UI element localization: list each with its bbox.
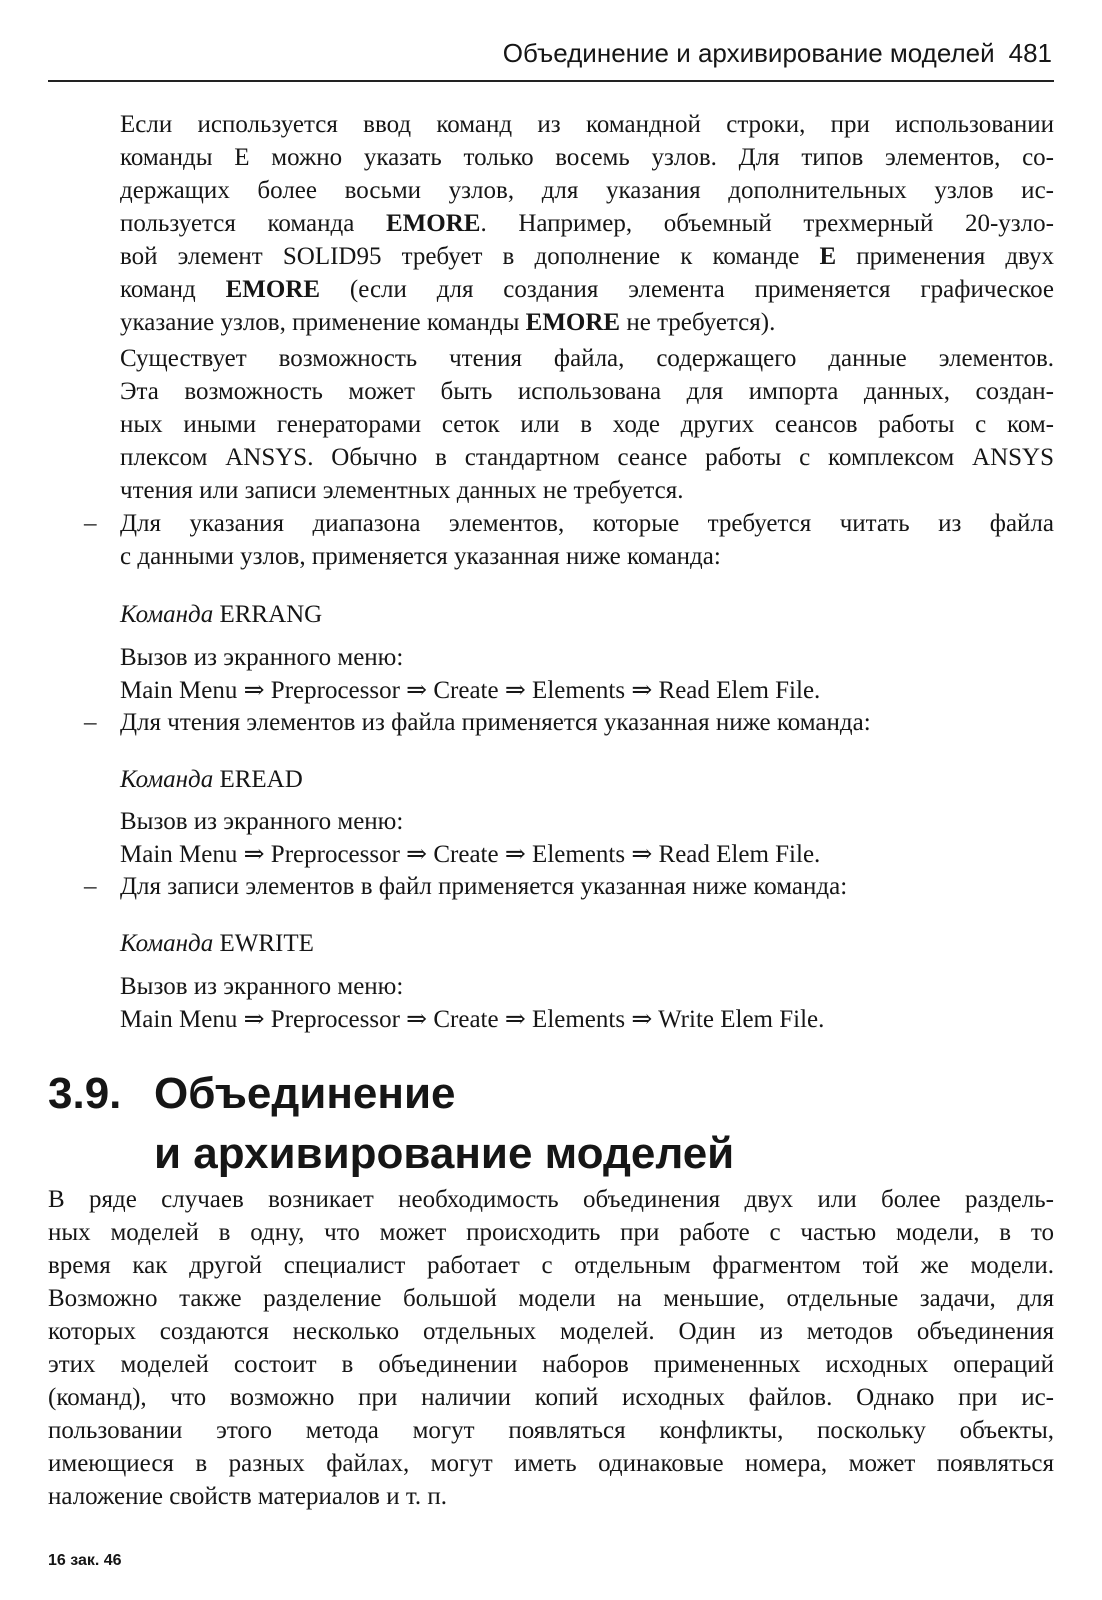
text-line: с данными узлов, применяется указанная ниже команда: <box>120 543 721 570</box>
header-rule <box>48 80 1054 82</box>
paragraph-read-file <box>120 342 1054 507</box>
text-line: Эта возможность может быть использована для импорта данных, создан- <box>120 378 1054 405</box>
command-label: Команда <box>120 766 214 793</box>
menu-path: Main Menu ⇒ Preprocessor ⇒ Create ⇒ Elements ⇒ Write Elem File. <box>120 1006 825 1033</box>
command-label: Команда <box>120 930 214 957</box>
command-heading-errang <box>120 598 322 631</box>
command-name: ERRANG <box>219 601 323 628</box>
section-number: 3.9. <box>48 1069 122 1118</box>
text-line: наложение свойств материалов и т. п. <box>48 1483 448 1510</box>
section-title-line2: и архивирование моделей <box>154 1129 735 1178</box>
text-line: пользовании этого метода могут появляться конфликты, поскольку объекты, <box>48 1417 1054 1444</box>
text-line: ных иными генераторами сеток или в ходе других сеансов работы с ком- <box>120 411 1054 438</box>
text-line: (команд), что возможно при наличии копий исходных файлов. Однако при ис- <box>48 1384 1054 1411</box>
text-line: указание узлов, применение команды EMORE не требуется). <box>120 309 776 336</box>
printer-signature-mark: 16 зак. 46 <box>48 1552 122 1569</box>
section-title-line1: Объединение <box>154 1069 456 1118</box>
command-name: EREAD <box>219 766 303 793</box>
text-line: Для указания диапазона элементов, которые требуется читать из файла <box>120 510 1054 537</box>
running-header <box>48 38 1052 69</box>
paragraph-model-merge <box>48 1183 1054 1513</box>
running-title: Объединение и архивирование моделей <box>502 38 995 68</box>
text-line: время как другой специалист работает с отдельным фрагментом той же модели. <box>48 1252 1054 1279</box>
text-line: Возможно также разделение большой модели на меньшие, отдельные задачи, для <box>48 1285 1054 1312</box>
command-name: EWRITE <box>219 930 314 957</box>
command-label: Команда <box>120 601 214 628</box>
text-line: пользуется команда EMORE. Например, объемный трехмерный 20-узло- <box>120 210 1054 237</box>
list-dash: – <box>84 510 97 537</box>
text-line: чтения или записи элементных данных не требуется. <box>120 477 684 504</box>
text-line: В ряде случаев возникает необходимость объединения двух или более раздель- <box>48 1186 1054 1213</box>
menu-path-block-ewrite <box>120 970 1020 1036</box>
section-heading <box>48 1064 734 1184</box>
menu-path: Main Menu ⇒ Preprocessor ⇒ Create ⇒ Elements ⇒ Read Elem File. <box>120 841 821 868</box>
text-line: Если используется ввод команд из командной строки, при использовании <box>120 111 1054 138</box>
text-line: Для чтения элементов из файла применяется указанная ниже команда: <box>120 709 871 736</box>
text-line: этих моделей состоит в объединении наборов примененных исходных операций <box>48 1351 1054 1378</box>
text-line: которых создаются несколько отдельных моделей. Один из методов объединения <box>48 1318 1054 1345</box>
text-line: Для записи элементов в файл применяется указанная ниже команда: <box>120 873 848 900</box>
list-dash: – <box>84 873 97 900</box>
menu-path: Main Menu ⇒ Preprocessor ⇒ Create ⇒ Elements ⇒ Read Elem File. <box>120 677 821 704</box>
text-line: плексом ANSYS. Обычно в стандартном сеансе работы с комплексом ANSYS <box>120 444 1054 471</box>
menu-intro: Вызов из экранного меню: <box>120 973 404 1000</box>
list-dash: – <box>84 709 97 736</box>
command-heading-ewrite <box>120 927 314 960</box>
paragraph-emore <box>120 108 1054 339</box>
text-line: ных моделей в одну, что может происходить при работе с частью модели, в то <box>48 1219 1054 1246</box>
menu-path-block-errang <box>120 641 1020 707</box>
text-line: команд EMORE (если для создания элемента применяется графическое <box>120 276 1055 303</box>
menu-intro: Вызов из экранного меню: <box>120 644 404 671</box>
text-line: держащих более восьми узлов, для указания дополнительных узлов ис- <box>120 177 1054 204</box>
text-line: вой элемент SOLID95 требует в дополнение к команде E применения двух <box>120 243 1055 270</box>
text-line: команды E можно указать только восемь узлов. Для типов элементов, со- <box>120 144 1054 171</box>
text-line: Существует возможность чтения файла, содержащего данные элементов. <box>120 345 1054 372</box>
menu-path-block-eread <box>120 805 1020 871</box>
command-heading-eread <box>120 763 303 796</box>
text-line: имеющиеся в разных файлах, могут иметь одинаковые номера, может появляться <box>48 1450 1054 1477</box>
menu-intro: Вызов из экранного меню: <box>120 808 404 835</box>
page-number: 481 <box>1008 38 1052 68</box>
